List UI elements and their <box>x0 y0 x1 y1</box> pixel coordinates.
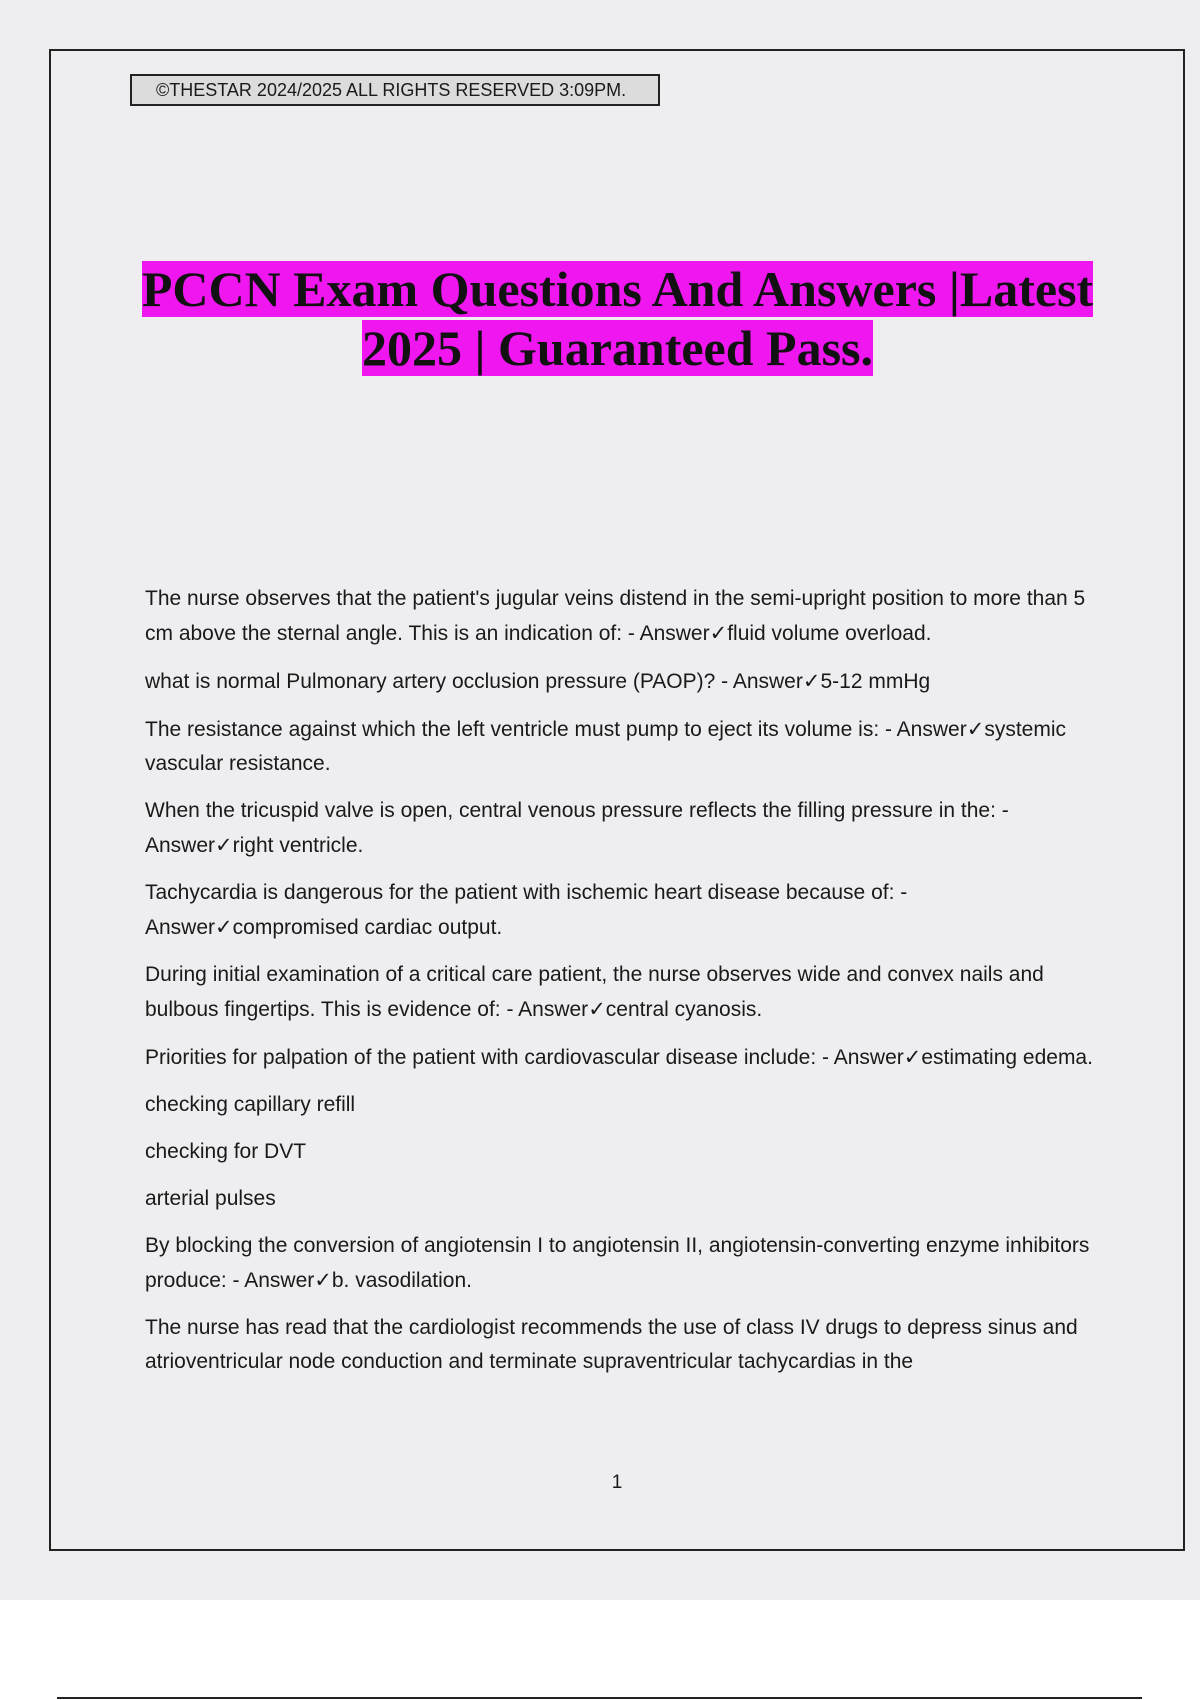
check-mark-icon: ✓ <box>215 915 233 939</box>
answer-label: Answer <box>145 834 216 857</box>
qa-item <box>145 794 1095 863</box>
answer-label: Answer <box>145 916 216 939</box>
title-line-2: 2025 | Guaranteed Pass. <box>361 320 873 376</box>
qa-item <box>145 876 1095 945</box>
question-text: The nurse observes that the patient's jugular veins distend in the semi-upright position to more than 5 cm above the sternal angle. This is an indication of: - <box>145 587 1086 645</box>
answer-label: Answer <box>518 998 589 1021</box>
trailing-paragraph: The nurse has read that the cardiologist recommends the use of class IV drugs to depress sinus and atrioventricular node conduction and terminate supraventricular tachycardias in the <box>145 1316 1078 1373</box>
qa-item <box>145 664 1095 699</box>
plain-line: checking for DVT <box>145 1140 307 1163</box>
check-mark-icon: ✓ <box>802 669 821 693</box>
answer-label: Answer <box>732 670 803 693</box>
answer-text: b. vasodilation. <box>331 1269 472 1292</box>
document-title <box>130 260 1105 378</box>
question-text: The resistance against which the left ventricle must pump to eject its volume is: - <box>145 718 897 741</box>
qa-item <box>145 1229 1095 1298</box>
answer-label: Answer <box>639 622 710 645</box>
answer-text: 5-12 mmHg <box>820 670 931 693</box>
check-mark-icon: ✓ <box>314 1268 332 1292</box>
page-number: 1 <box>611 1472 623 1493</box>
plain-line: checking capillary refill <box>145 1093 356 1116</box>
next-page-top-rule <box>57 1697 1142 1699</box>
answer-text: systemic vascular resistance. <box>145 718 1066 775</box>
qa-item <box>145 1040 1095 1075</box>
title-line-1: PCCN Exam Questions And Answers |Latest <box>141 261 1094 317</box>
answer-label: Answer <box>833 1046 904 1069</box>
question-text: By blocking the conversion of angiotensin I to angiotensin II, angiotensin-converting enzyme inhibitors produce: - <box>145 1234 1090 1292</box>
check-mark-icon: ✓ <box>588 997 606 1021</box>
answer-text: right ventricle. <box>232 834 364 857</box>
qa-item <box>145 582 1095 651</box>
answer-label: Answer <box>896 718 967 741</box>
answer-label: Answer <box>244 1269 315 1292</box>
answer-text: central cyanosis. <box>605 998 763 1021</box>
question-text: During initial examination of a critical care patient, the nurse observes wide and convex nails and bulbous fingertips. This is evidence of: - <box>145 963 1044 1021</box>
plain-line: arterial pulses <box>145 1187 276 1210</box>
check-mark-icon: ✓ <box>709 621 728 645</box>
qa-content <box>145 582 1095 1392</box>
copyright-header: ©THESTAR 2024/2025 ALL RIGHTS RESERVED 3:09PM. <box>130 74 660 106</box>
question-text: When the tricuspid valve is open, central venous pressure reflects the filling pressure in the: - <box>145 799 1009 822</box>
answer-text: estimating edema. <box>921 1046 1093 1069</box>
question-text: what is normal Pulmonary artery occlusion pressure (PAOP)? - <box>145 670 733 693</box>
check-mark-icon: ✓ <box>966 717 985 741</box>
check-mark-icon: ✓ <box>215 833 233 857</box>
qa-item <box>145 712 1095 781</box>
check-mark-icon: ✓ <box>903 1045 922 1069</box>
qa-item <box>145 958 1095 1027</box>
question-text: Priorities for palpation of the patient with cardiovascular disease include: - <box>145 1046 834 1069</box>
question-text: Tachycardia is dangerous for the patient with ischemic heart disease because of: - <box>145 881 908 904</box>
answer-text: fluid volume overload. <box>727 622 932 645</box>
answer-text: compromised cardiac output. <box>232 916 503 939</box>
